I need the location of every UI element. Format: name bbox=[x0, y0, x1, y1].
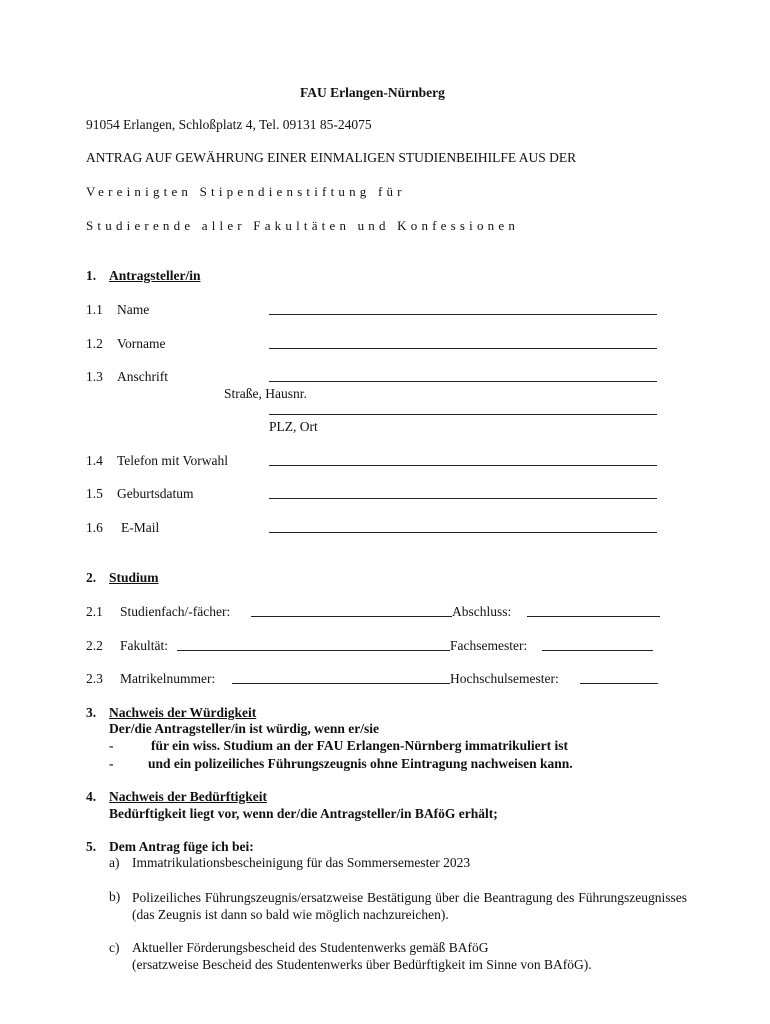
attachment-item-b: Polizeiliches Führungszeugnis/ersatzweise Bestätigung über die Beantragung des Führungszeugnisses (das Zeugnis ist dann so bald wie möglich nachzureichen). bbox=[132, 890, 687, 922]
matriculation-input-line[interactable] bbox=[232, 683, 450, 684]
city-input-line[interactable] bbox=[269, 414, 657, 415]
section-3-item: und ein polizeiliches Führungszeugnis ohne Eintragung nachweisen kann. bbox=[148, 756, 573, 771]
item-letter: c) bbox=[109, 940, 120, 955]
field-num: 1.1 bbox=[86, 302, 103, 317]
street-input-line[interactable] bbox=[269, 381, 657, 382]
section-4-text: Bedürftigkeit liegt vor, wenn der/die Antragsteller/in BAföG erhält; bbox=[109, 806, 498, 821]
item-letter: a) bbox=[109, 855, 120, 870]
bullet: - bbox=[109, 738, 114, 753]
section-5-number: 5. bbox=[86, 839, 97, 854]
attachment-item-c-note: (ersatzweise Bescheid des Studentenwerks über Bedürftigkeit im Sinne von BAföG). bbox=[132, 957, 592, 972]
form-title: ANTRAG AUF GEWÄHRUNG EINER EINMALIGEN STUDIENBEIHILFE AUS DER bbox=[86, 150, 577, 165]
field-label-university-semester: Hochschulsemester: bbox=[450, 671, 559, 686]
foundation-line-2: Studierende aller Fakultäten und Konfessionen bbox=[86, 218, 520, 233]
section-2-number: 2. bbox=[86, 570, 97, 585]
field-label-subject-semester: Fachsemester: bbox=[450, 638, 528, 653]
field-num: 2.2 bbox=[86, 638, 103, 653]
section-4-heading: Nachweis der Bedürftigkeit bbox=[109, 789, 267, 804]
field-num: 1.4 bbox=[86, 453, 103, 468]
field-num: 1.6 bbox=[86, 520, 103, 535]
subject-semester-input-line[interactable] bbox=[542, 650, 653, 651]
phone-input-line[interactable] bbox=[269, 465, 657, 466]
section-1-heading: Antragsteller/in bbox=[109, 268, 201, 283]
institution-title: FAU Erlangen-Nürnberg bbox=[300, 85, 445, 100]
field-label-birthdate: Geburtsdatum bbox=[117, 486, 194, 501]
degree-input-line[interactable] bbox=[527, 616, 660, 617]
field-label-degree: Abschluss: bbox=[452, 604, 512, 619]
attachment-item-c: Aktueller Förderungsbescheid des Studentenwerks gemäß BAföG bbox=[132, 940, 489, 955]
field-num: 1.5 bbox=[86, 486, 103, 501]
field-label-name: Name bbox=[117, 302, 150, 317]
section-3-heading: Nachweis der Würdigkeit bbox=[109, 705, 257, 720]
item-letter: b) bbox=[109, 889, 121, 904]
institution-address: 91054 Erlangen, Schloßplatz 4, Tel. 09131 85-24075 bbox=[86, 117, 372, 132]
email-input-line[interactable] bbox=[269, 532, 657, 533]
section-3-intro: Der/die Antragsteller/in ist würdig, wenn er/sie bbox=[109, 721, 379, 736]
attachment-item-a: Immatrikulationsbescheinigung für das Sommersemester 2023 bbox=[132, 855, 471, 870]
street-caption: Straße, Hausnr. bbox=[224, 386, 307, 401]
section-2-heading: Studium bbox=[109, 570, 159, 585]
name-input-line[interactable] bbox=[269, 314, 657, 315]
section-1-number: 1. bbox=[86, 268, 97, 283]
section-5-heading: Dem Antrag füge ich bei: bbox=[109, 839, 254, 854]
foundation-line-1: Vereinigten Stipendienstiftung für bbox=[86, 184, 406, 199]
faculty-input-line[interactable] bbox=[177, 650, 450, 651]
firstname-input-line[interactable] bbox=[269, 348, 657, 349]
section-3-item: für ein wiss. Studium an der FAU Erlangen-Nürnberg immatrikuliert ist bbox=[151, 738, 569, 753]
university-semester-input-line[interactable] bbox=[580, 683, 658, 684]
field-label-phone: Telefon mit Vorwahl bbox=[117, 453, 229, 468]
field-num: 2.1 bbox=[86, 604, 103, 619]
section-3-number: 3. bbox=[86, 705, 97, 720]
birthdate-input-line[interactable] bbox=[269, 498, 657, 499]
field-label-firstname: Vorname bbox=[117, 336, 166, 351]
field-num: 2.3 bbox=[86, 671, 103, 686]
bullet: - bbox=[109, 756, 114, 771]
subject-input-line[interactable] bbox=[251, 616, 452, 617]
field-label-address: Anschrift bbox=[117, 369, 168, 384]
field-label-email: E-Mail bbox=[121, 520, 160, 535]
field-label-faculty: Fakultät: bbox=[120, 638, 168, 653]
field-label-subject: Studienfach/-fächer: bbox=[120, 604, 231, 619]
field-num: 1.2 bbox=[86, 336, 103, 351]
city-caption: PLZ, Ort bbox=[269, 419, 318, 434]
field-label-matriculation: Matrikelnummer: bbox=[120, 671, 216, 686]
section-4-number: 4. bbox=[86, 789, 97, 804]
field-num: 1.3 bbox=[86, 369, 103, 384]
